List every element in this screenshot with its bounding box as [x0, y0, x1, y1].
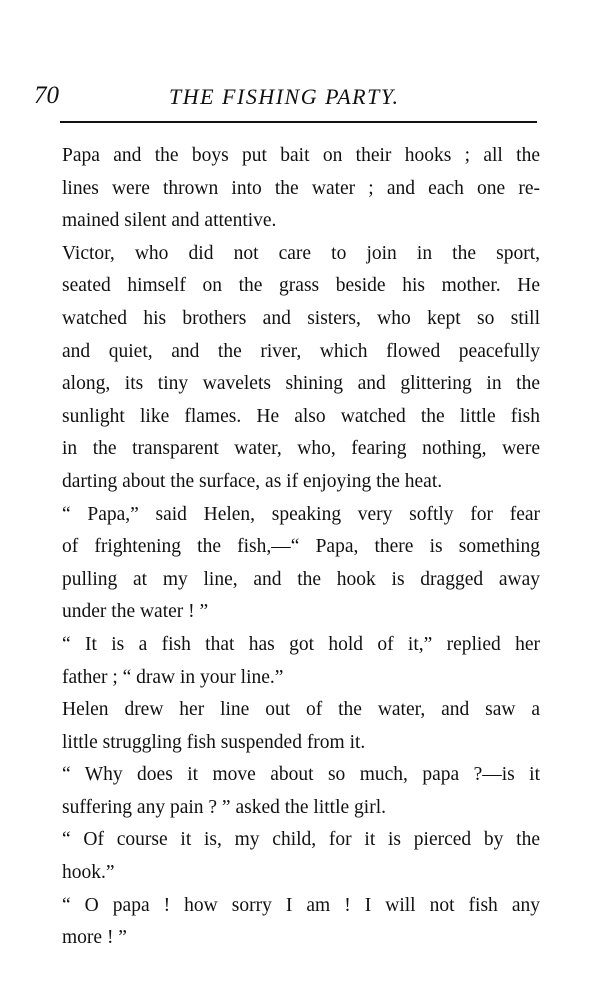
text-line: watched his brothers and sisters, who kept so still — [62, 307, 540, 329]
text-line: “ Papa,” said Helen, speaking very softly for fear — [62, 503, 540, 525]
text-line: pulling at my line, and the hook is dragged away — [62, 568, 540, 590]
text-line: sunlight like flames. He also watched the little fish — [62, 405, 540, 427]
text-line: darting about the surface, as if enjoying the heat. — [62, 470, 443, 492]
running-title: THE FISHING PARTY. — [169, 84, 400, 109]
text-line: Victor, who did not care to join in the sport, — [62, 242, 540, 264]
text-line: along, its tiny wavelets shining and glittering in the — [62, 373, 540, 395]
body-text — [62, 140, 540, 955]
text-line: more ! ” — [62, 927, 127, 949]
text-line: little struggling fish suspended from it. — [62, 731, 366, 753]
text-line: “ O papa ! how sorry I am ! I will not fish any — [62, 894, 540, 916]
text-line: mained silent and attentive. — [62, 210, 277, 232]
page-number: 70 — [34, 82, 59, 109]
text-line: and quiet, and the river, which flowed peacefully — [62, 340, 540, 362]
text-line: father ; “ draw in your line.” — [62, 666, 284, 688]
text-line: “ Why does it move about so much, papa ?—is it — [62, 764, 540, 786]
header-rule — [60, 121, 537, 123]
text-line: “ It is a fish that has got hold of it,” replied her — [62, 633, 540, 655]
text-line: Papa and the boys put bait on their hooks ; all the — [62, 145, 540, 166]
text-line: under the water ! ” — [62, 601, 209, 623]
page-header — [34, 82, 544, 112]
text-line: of frightening the fish,—“ Papa, there is something — [62, 536, 540, 558]
text-line: Helen drew her line out of the water, and saw a — [62, 699, 540, 721]
text-line: in the transparent water, who, fearing nothing, were — [62, 438, 540, 460]
text-line: “ Of course it is, my child, for it is pierced by the — [62, 829, 540, 851]
text-line: suffering any pain ? ” asked the little girl. — [62, 796, 386, 818]
text-line: seated himself on the grass beside his mother. He — [62, 275, 540, 297]
text-line: hook.” — [62, 862, 115, 884]
text-line: lines were thrown into the water ; and each one re- — [62, 177, 540, 199]
